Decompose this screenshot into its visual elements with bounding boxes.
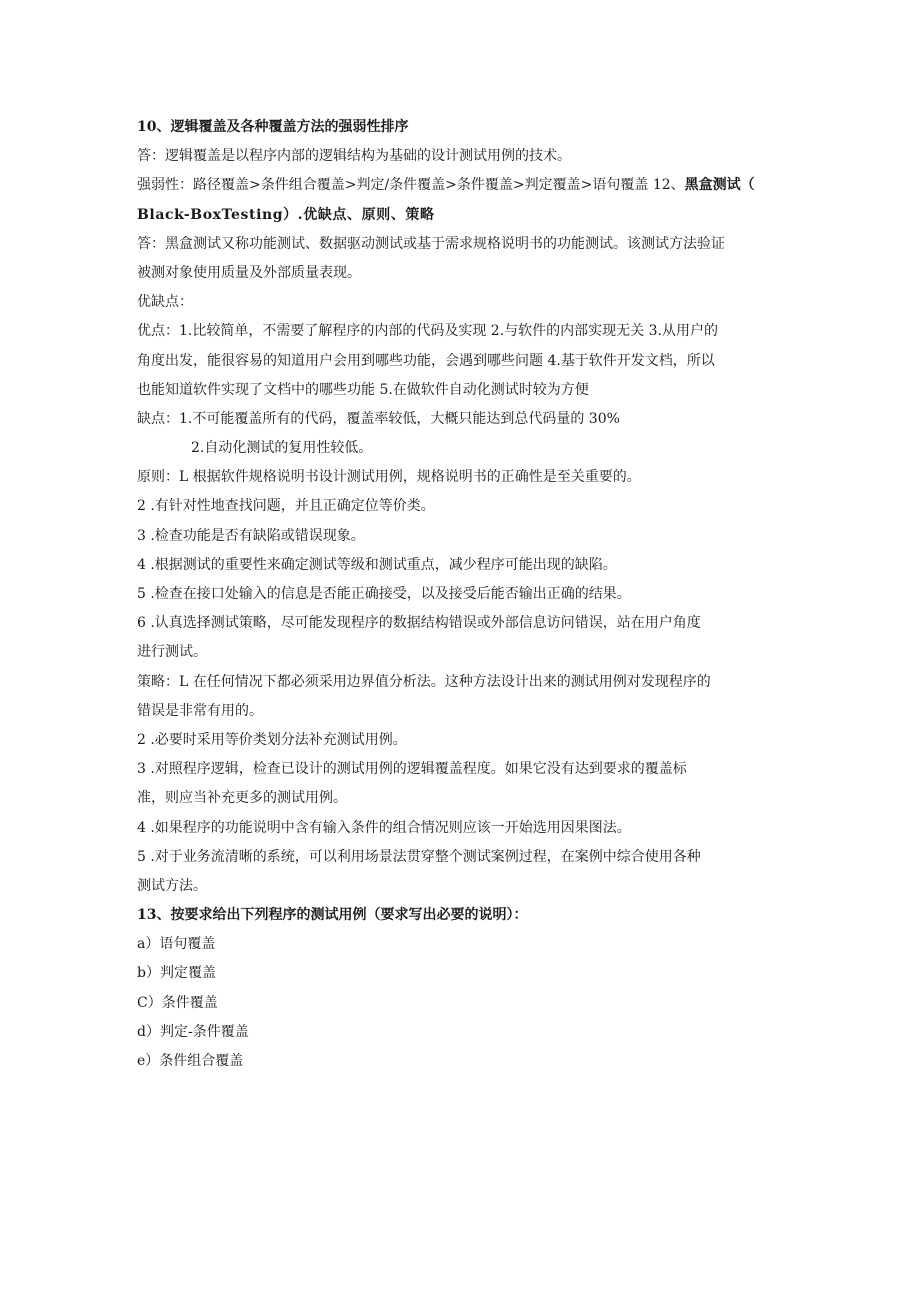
strategy-1-line-1: 策略：L 在任何情况下都必须采用边界值分析法。这种方法设计出来的测试用例对发现程序的 — [137, 673, 711, 690]
q10-title: 10、逻辑覆盖及各种覆盖方法的强弱性排序 — [137, 119, 409, 135]
cons-line-1: 缺点：1.不可能覆盖所有的代码，覆盖率较低，大概只能达到总代码量的 30% — [137, 410, 620, 427]
pros-line-3: 也能知道软件实现了文档中的哪些功能 5.在做软件自动化测试时较为方便 — [137, 381, 589, 398]
principle-6-line-2: 进行测试。 — [137, 644, 207, 661]
q13-item-b: b）判定覆盖 — [137, 965, 216, 982]
strategy-4: 4 .如果程序的功能说明中含有输入条件的组合情况则应该一开始选用因果图法。 — [137, 819, 631, 836]
q10-ranking-text: 强弱性：路径覆盖>条件组合覆盖>判定/条件覆盖>条件覆盖>判定覆盖>语句覆盖 12、 — [137, 177, 685, 194]
principle-6-line-1: 6 .认真选择测试策略，尽可能发现程序的数据结构错误或外部信息访问错误，站在用户角度 — [137, 615, 701, 632]
q13-title: 13、按要求给出下列程序的测试用例（要求写出必要的说明）： — [137, 907, 528, 924]
strategy-1-line-2: 错误是非常有用的。 — [137, 702, 263, 719]
strategy-3-line-1: 3 .对照程序逻辑，检查已设计的测试用例的逻辑覆盖程度。如果它没有达到要求的覆盖标 — [137, 761, 687, 778]
pros-line-2: 角度出发，能很容易的知道用户会用到哪些功能，会遇到哪些问题 4.基于软件开发文档，所以 — [137, 352, 715, 369]
q13-item-c: C）条件覆盖 — [137, 994, 218, 1011]
q13-item-e: e）条件组合覆盖 — [137, 1053, 244, 1069]
q12-answer-line-2: 被测对象使用质量及外部质量表现。 — [137, 264, 361, 281]
q12-title-start: 黑盒测试（ — [684, 177, 755, 194]
pros-cons-heading: 优缺点： — [137, 294, 193, 311]
document-body — [137, 113, 787, 1076]
principle-1: 原则：L 根据软件规格说明书设计测试用例，规格说明书的正确性是至关重要的。 — [137, 469, 641, 486]
q13-item-a: a）语句覆盖 — [137, 936, 216, 953]
pros-line-1: 优点：1.比较简单，不需要了解程序的内部的代码及实现 2.与软件的内部实现无关 3.从用户的 — [137, 323, 718, 340]
cons-line-2: 2.自动化测试的复用性较低。 — [191, 440, 373, 457]
q10-answer: 答：逻辑覆盖是以程序内部的逻辑结构为基础的设计测试用例的技术。 — [137, 148, 571, 165]
strategy-2: 2 .必要时采用等价类划分法补充测试用例。 — [137, 731, 407, 748]
principle-3: 3 .检查功能是否有缺陷或错误现象。 — [137, 527, 365, 544]
strategy-3-line-2: 准，则应当补充更多的测试用例。 — [137, 790, 347, 807]
principle-5: 5 .检查在接口处输入的信息是否能正确接受，以及接受后能否输出正确的结果。 — [137, 586, 631, 602]
q10-ranking — [137, 171, 787, 200]
principle-2: 2 .有针对性地查找问题，并且正确定位等价类。 — [137, 498, 435, 515]
q12-answer-line-1: 答：黑盒测试又称功能测试、数据驱动测试或基于需求规格说明书的功能测试。该测试方法验证 — [137, 235, 725, 252]
strategy-5-line-2: 测试方法。 — [137, 877, 207, 894]
strategy-5-line-1: 5 .对于业务流清晰的系统，可以利用场景法贯穿整个测试案例过程，在案例中综合使用各种 — [137, 848, 701, 865]
q13-item-d: d）判定-条件覆盖 — [137, 1023, 249, 1040]
q12-title: Black-BoxTesting）.优缺点、原则、策略 — [137, 206, 435, 223]
principle-4: 4 .根据测试的重要性来确定测试等级和测试重点，减少程序可能出现的缺陷。 — [137, 556, 617, 573]
